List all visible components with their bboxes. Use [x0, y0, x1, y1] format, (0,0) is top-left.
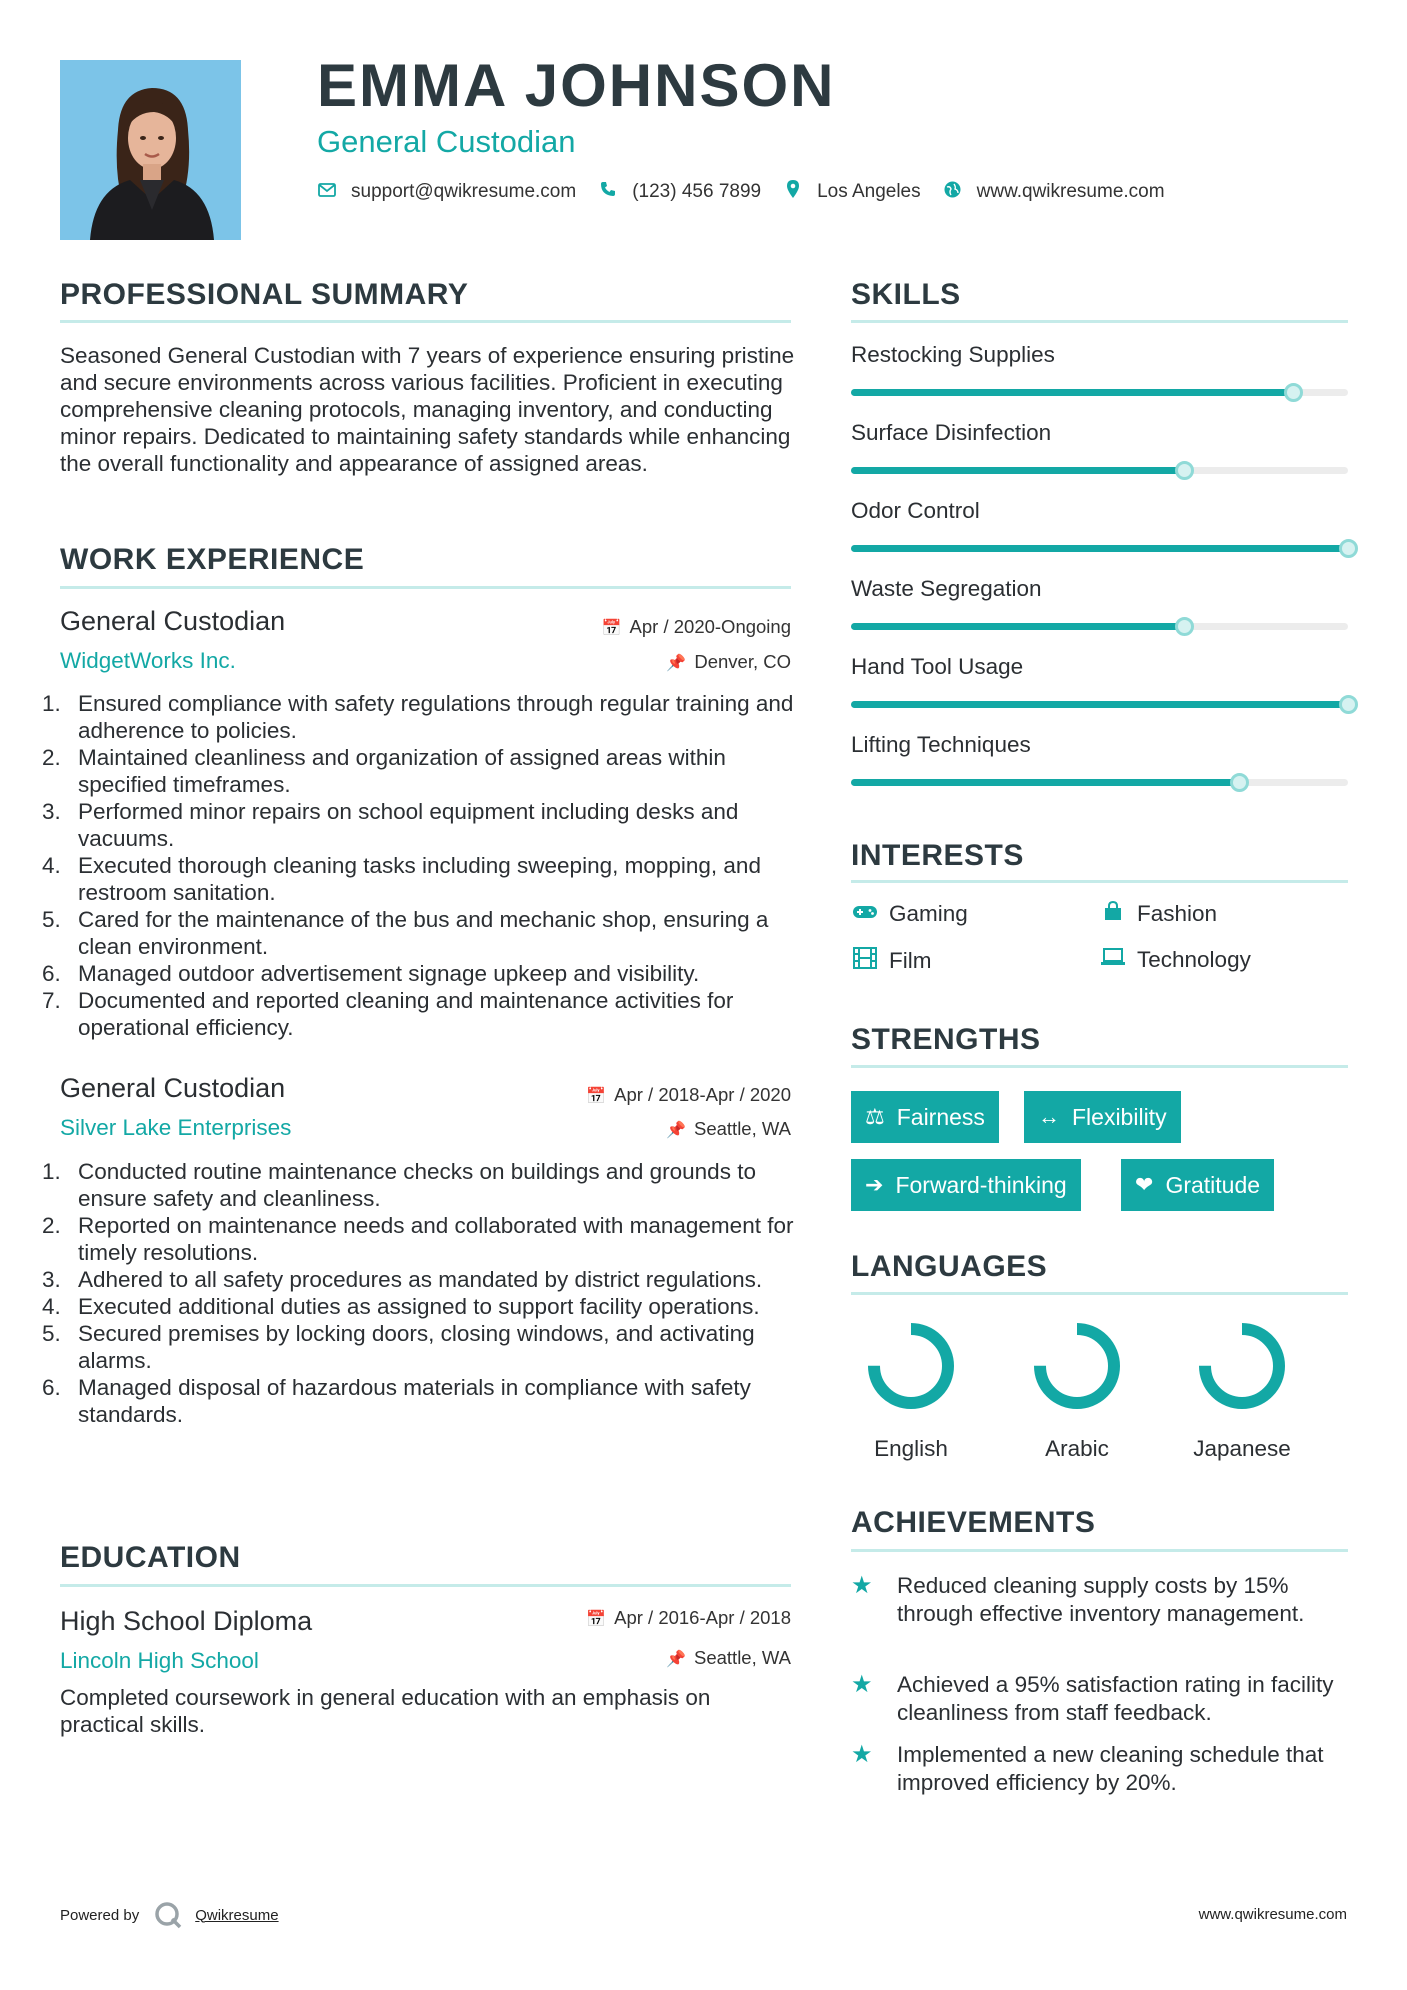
skill-bar-knob — [1175, 617, 1194, 636]
job-1-dates — [602, 616, 791, 638]
achievements-divider — [851, 1549, 1348, 1552]
star-badge-icon: ★ — [851, 1741, 873, 1768]
pushpin-icon: 📌 — [666, 655, 687, 672]
job-2-dates-text: Apr / 2018-Apr / 2020 — [614, 1084, 791, 1105]
skill-bar-knob — [1339, 695, 1358, 714]
footer-url[interactable]: www.qwikresume.com — [1198, 1906, 1347, 1923]
summary-text: Seasoned General Custodian with 7 years of experience ensuring pristine and secure environments across various facilities. Proficient in executing comprehensive cleaning protocols, managing inventory, and conducting minor repairs. Dedicated to maintaining safety standards while enhancing the overall functionality and appearance of assigned areas. — [60, 343, 795, 476]
strength-forward-thinking: ➔ Forward-thinking — [851, 1159, 1081, 1211]
skill-label: Surface Disinfection — [851, 420, 1052, 445]
strengths-heading: STRENGTHS — [851, 1023, 1041, 1056]
pushpin-icon: 📌 — [666, 1651, 686, 1668]
language-label: English — [874, 1436, 948, 1461]
skill-bar — [851, 545, 1348, 552]
profile-photo — [60, 60, 241, 240]
skill-bar-knob — [1339, 539, 1358, 558]
contact-website[interactable] — [943, 181, 1165, 203]
summary-heading: PROFESSIONAL SUMMARY — [60, 278, 469, 311]
contact-email[interactable] — [317, 181, 576, 203]
qwikresume-link[interactable]: Qwikresume — [195, 1906, 279, 1924]
skill-bar-fill — [851, 623, 1184, 630]
education-dates-text: Apr / 2016-Apr / 2018 — [614, 1607, 791, 1628]
laptop-icon — [1099, 948, 1127, 972]
education-location-text: Seattle, WA — [694, 1647, 791, 1668]
calendar-icon: 📅 — [586, 1088, 607, 1105]
languages-divider — [851, 1292, 1348, 1295]
shopping-bag-icon — [1099, 901, 1127, 927]
skills-heading: SKILLS — [851, 278, 961, 311]
education-dates — [586, 1607, 791, 1629]
achievements-heading: ACHIEVEMENTS — [851, 1506, 1096, 1539]
list-item: 2. Reported on maintenance needs and collaborated with management for timely resolutions. — [42, 1213, 794, 1265]
interest-label: Gaming — [889, 901, 968, 926]
strength-fairness: ⚖ Fairness — [851, 1091, 999, 1143]
powered-by-label: Powered by — [60, 1906, 140, 1924]
globe-icon — [943, 181, 963, 203]
list-item: 6. Managed outdoor advertisement signage upkeep and visibility. — [42, 961, 700, 986]
heart-icon: ❤ — [1135, 1172, 1154, 1197]
interests-heading: INTERESTS — [851, 839, 1024, 872]
calendar-icon: 📅 — [601, 620, 622, 637]
list-item: 1. Conducted routine maintenance checks on buildings and grounds to ensure safety and cleanliness. — [42, 1159, 756, 1211]
skill-bar-fill — [851, 779, 1239, 786]
summary-divider — [60, 320, 791, 323]
language-ring — [863, 1318, 959, 1414]
language-item — [1017, 1318, 1137, 1462]
job-1-location — [666, 651, 791, 673]
job-1-bullets — [42, 690, 800, 1041]
education-heading: EDUCATION — [60, 1541, 241, 1574]
skill-bar — [851, 467, 1348, 474]
skill-bar — [851, 623, 1348, 630]
job-2-dates — [586, 1084, 791, 1106]
language-ring-arc — [874, 1329, 948, 1403]
contact-bar — [317, 180, 1187, 203]
skill-bar — [851, 389, 1348, 396]
interest-technology — [1099, 947, 1251, 973]
job-1-dates-text: Apr / 2020-Ongoing — [629, 616, 791, 637]
school-name: Lincoln High School — [60, 1648, 259, 1673]
skill-bar-fill — [851, 389, 1293, 396]
balance-scale-icon: ⚖ — [865, 1104, 885, 1129]
language-ring-arc — [1040, 1329, 1114, 1403]
arrows-horizontal-icon: ↔ — [1038, 1104, 1060, 1129]
job-2-location-text: Seattle, WA — [694, 1118, 791, 1139]
job-2-location — [666, 1118, 791, 1140]
list-item: 5. Secured premises by locking doors, closing windows, and activating alarms. — [42, 1321, 755, 1373]
skill-bar — [851, 779, 1348, 786]
contact-location — [783, 180, 921, 203]
skill-label: Restocking Supplies — [851, 342, 1055, 367]
film-icon — [851, 947, 879, 975]
language-ring-arc — [1205, 1329, 1279, 1403]
contact-email-text: support@qwikresume.com — [351, 180, 577, 202]
skill-bar-fill — [851, 467, 1184, 474]
language-label: Arabic — [1045, 1436, 1109, 1461]
language-item — [851, 1318, 971, 1462]
contact-phone[interactable] — [598, 181, 761, 203]
job-1-title: General Custodian — [60, 606, 286, 636]
calendar-icon: 📅 — [586, 1611, 607, 1628]
degree-title: High School Diploma — [60, 1606, 313, 1636]
job-1-location-text: Denver, CO — [694, 651, 791, 672]
language-item — [1182, 1318, 1302, 1462]
list-item: 3. Adhered to all safety procedures as mandated by district regulations. — [42, 1267, 763, 1292]
list-item: 1. Ensured compliance with safety regulations through regular training and adherence to policies. — [42, 691, 794, 743]
skill-bar-knob — [1175, 461, 1194, 480]
interest-label: Film — [889, 948, 932, 973]
list-item: 4. Executed thorough cleaning tasks including sweeping, mopping, and restroom sanitation. — [42, 853, 761, 905]
job-1-company: WidgetWorks Inc. — [60, 648, 236, 673]
skill-label: Hand Tool Usage — [851, 654, 1024, 679]
envelope-icon — [317, 181, 337, 202]
skill-label: Waste Segregation — [851, 576, 1042, 601]
skill-bar — [851, 701, 1348, 708]
list-item: 4. Executed additional duties as assigned to support facility operations. — [42, 1294, 760, 1319]
contact-website-text: www.qwikresume.com — [976, 180, 1165, 202]
list-item: 7. Documented and reported cleaning and maintenance activities for operational efficiency. — [42, 988, 734, 1040]
list-item: 3. Performed minor repairs on school equipment including desks and vacuums. — [42, 799, 739, 851]
map-pin-icon — [783, 180, 803, 203]
list-item: 5. Cared for the maintenance of the bus and mechanic shop, ensuring a clean environment. — [42, 907, 769, 959]
interest-fashion — [1099, 901, 1217, 927]
job-2-company: Silver Lake Enterprises — [60, 1115, 292, 1140]
language-label: Japanese — [1193, 1436, 1291, 1461]
list-item: 6. Managed disposal of hazardous materials in compliance with safety standards. — [42, 1375, 751, 1427]
skill-bar-fill — [851, 545, 1348, 552]
phone-icon — [598, 181, 618, 202]
job-2-bullets — [42, 1158, 800, 1428]
skills-divider — [851, 320, 1348, 323]
candidate-role: General Custodian — [317, 124, 576, 159]
languages-heading: LANGUAGES — [851, 1250, 1048, 1283]
education-location — [666, 1647, 791, 1669]
language-ring — [1194, 1318, 1290, 1414]
strength-flexibility: ↔ Flexibility — [1024, 1091, 1181, 1143]
arrow-right-icon: ➔ — [865, 1172, 884, 1197]
experience-divider — [60, 586, 791, 589]
job-2-title: General Custodian — [60, 1073, 286, 1103]
contact-phone-text: (123) 456 7899 — [632, 180, 762, 202]
contact-location-text: Los Angeles — [817, 180, 921, 202]
strengths-divider — [851, 1065, 1348, 1068]
strength-gratitude: ❤ Gratitude — [1121, 1159, 1274, 1211]
qwikresume-logo-icon — [153, 1900, 183, 1930]
language-ring — [1029, 1318, 1125, 1414]
interests-divider — [851, 880, 1348, 883]
footer-powered-by — [60, 1900, 279, 1930]
achievement-item: ★ Achieved a 95% satisfaction rating in facility cleanliness from staff feedback. — [851, 1671, 1334, 1725]
skill-bar-fill — [851, 701, 1348, 708]
skill-bar-knob — [1230, 773, 1249, 792]
star-badge-icon: ★ — [851, 1671, 873, 1698]
candidate-name: EMMA JOHNSON — [317, 52, 836, 119]
interest-label: Fashion — [1137, 901, 1218, 926]
list-item: 2. Maintained cleanliness and organization of assigned areas within specified timeframes. — [42, 745, 726, 797]
achievement-item: ★ Implemented a new cleaning schedule that improved efficiency by 20%. — [851, 1741, 1324, 1795]
pushpin-icon: 📌 — [666, 1122, 686, 1139]
skill-bar-knob — [1284, 383, 1303, 402]
achievement-item: ★ Reduced cleaning supply costs by 15% through effective inventory management. — [851, 1572, 1305, 1626]
gamepad-icon — [851, 903, 879, 926]
interest-gaming — [851, 901, 968, 927]
experience-heading: WORK EXPERIENCE — [60, 543, 365, 576]
education-divider — [60, 1584, 791, 1587]
star-badge-icon: ★ — [851, 1572, 873, 1599]
skill-label: Odor Control — [851, 498, 980, 523]
interest-film — [851, 947, 931, 975]
interest-label: Technology — [1137, 947, 1251, 972]
education-text: Completed coursework in general education with an emphasis on practical skills. — [60, 1685, 711, 1737]
skill-label: Lifting Techniques — [851, 732, 1031, 757]
